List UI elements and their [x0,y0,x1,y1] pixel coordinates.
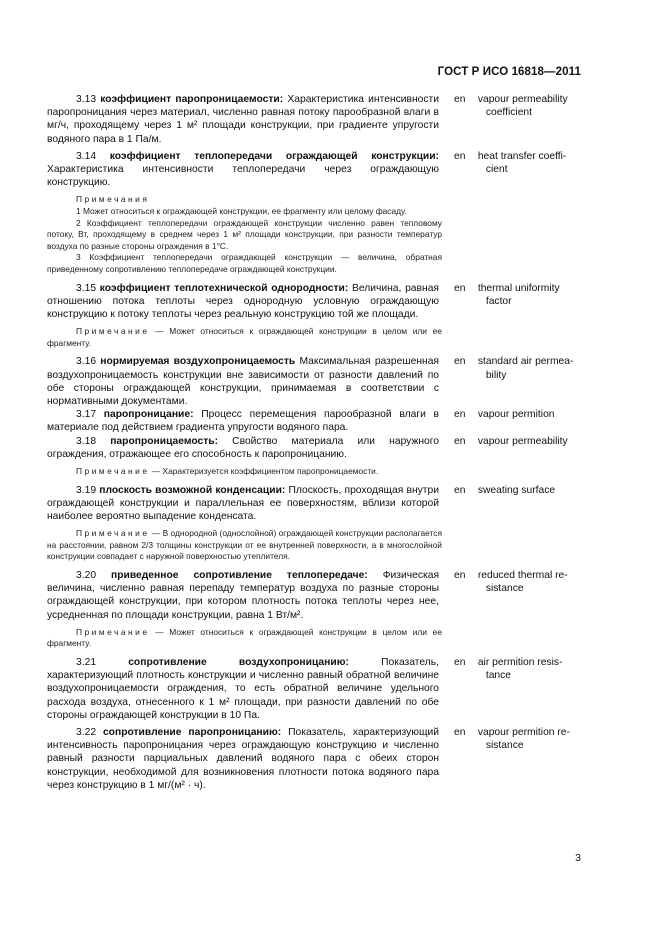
english-line: bility [485,369,507,381]
term-name: паропроницаемость: [110,435,219,447]
term-text: Максимальная разрешенная воздухопроницаемость конструкции вне зависимости от разности давлений по обе стороны ограждающей конструкции, принимаемая в соответствии с нормативными документами. [47,356,440,407]
term-entry-3-15 [47,282,587,322]
note-3-15 [47,326,442,349]
english-line: tance [485,670,512,682]
term-entry-3-17 [47,408,587,434]
term-name: коэффициент теплотехнической однородности: [99,282,349,294]
term-entry-3-18 [47,435,587,461]
term-number: 3.18 [76,435,97,447]
term-name: сопротивление паропроницанию: [102,727,282,738]
term-english [478,726,587,752]
english-line: air permition resis- [477,656,563,668]
term-definition [47,656,439,722]
term-definition [47,150,439,190]
term-entry-3-19 [47,484,587,524]
english-line: cient [485,164,508,176]
term-entry-3-20 [47,569,587,622]
note-heading: Примечание [76,326,150,337]
term-number: 3.20 [76,569,97,581]
term-name: сопротивление воздухопроницанию: [128,656,349,668]
term-lang: en [454,282,466,294]
term-name: нормируемая воздухопроницаемость [100,356,296,368]
term-name: приведенное сопротивление теплопередаче: [111,569,368,581]
term-name: паропроницание: [103,409,194,421]
note-item: 3 Коэффициент теплопередачи ограждающей конструкции — величина, обратная приведенному сопротивлению теплопередаче ограждающей конструкции. [47,252,442,274]
note-item: 2 Коэффициент теплопередачи ограждающей конструкции численно равен тепловому потоку, Вт, проходящему в среднем через 1 м² площади конструкции, при разности температур воздуха по разные стороны ограждения в 1°С. [47,217,442,251]
term-text: Характеристика интенсивности теплопередачи через ограждающую конструкцию. [47,164,440,189]
english-line: coefficient [485,107,533,119]
term-definition [47,435,439,461]
note-text: — Характеризуется коэффициентом паропроницаемости. [149,466,379,476]
term-english [478,569,587,595]
term-english [478,150,587,176]
term-definition [47,93,439,146]
terms-list [47,93,587,792]
note-text: — В однородной (однослойной) ограждающей конструкции располагается на расстоянии, равном 2/3 толщины конструкции от ее внутренней поверхности, а в многослойной конструкции совпадает с наружной поверхностью утеплителя. [47,528,442,562]
term-text: Процесс перемещения парообразной влаги в материале под действием градиента упругости водяного пара. [47,409,440,434]
term-entry-3-14 [47,150,587,190]
note-heading: Примечания [76,194,150,205]
term-text: Свойство материала или наружного ограждения, отражающее его способность к паропроницанию. [47,435,440,460]
term-lang: en [454,356,466,368]
term-text: Плоскость, проходящая внутри ограждающей конструкции и параллельная ее поверхностям, вблизи которой наиболее вероятно выпадение конденсата. [47,484,440,522]
english-line: reduced thermal re- [477,569,568,581]
term-lang: en [454,569,466,581]
term-definition [47,484,439,524]
english-line: vapour permition re- [477,727,570,738]
term-entry-3-21 [47,656,587,722]
term-text: Показатель, характеризующий плотность конструкции и численно равный обратной величине воздухопроницаемости ограждения, то есть обратной величине удельного расхода воздуха, отнесенного к 1 м² площади, при разности давлений по обе стороны ограждающей конструкции в 10 Па. [47,656,440,721]
term-definition [47,408,439,434]
term-definition [47,726,439,792]
english-line: vapour permeability [477,435,568,447]
term-english [478,484,587,497]
term-definition [47,569,439,622]
term-name: коэффициент теплопередачи ограждающей конструкции: [109,150,439,162]
page-number: 3 [575,852,581,864]
note-3-20 [47,627,442,650]
term-number: 3.22 [76,727,97,738]
term-entry-3-16 [47,355,587,408]
term-number: 3.13 [76,94,97,105]
term-lang: en [454,150,466,162]
term-name: коэффициент паропроницаемости: [100,94,284,105]
term-lang: en [454,94,466,105]
term-english [478,282,587,308]
term-number: 3.15 [76,282,97,294]
term-entry-3-13 [47,93,587,146]
english-line: standard air permea- [477,356,574,368]
term-lang: en [454,727,466,738]
english-line: thermal uniformity [477,282,560,294]
document-header: ГОСТ Р ИСО 16818—2011 [437,66,581,78]
term-lang: en [454,484,466,496]
english-line: vapour permition [477,409,555,421]
note-heading: Примечание [76,626,150,637]
term-english [478,656,587,682]
note-heading: Примечание [76,466,150,476]
note-heading: Примечание [76,528,150,539]
term-number: 3.16 [76,356,97,368]
term-english [478,435,587,448]
english-line: sweating surface [477,484,556,496]
term-text: Показатель, характеризующий интенсивность паропроницания через ограждающую конструкцию и численно равный разности парциальных давлений водяного пара с обеих сторон конструкции, необходимой для возникновения плотности потока водяного пара через конструкцию в 1 мг/(м² · ч). [47,727,440,791]
english-line: sistance [485,740,524,752]
term-english [478,93,587,119]
term-lang: en [454,435,466,447]
note-3-18 [47,466,442,478]
term-lang: en [454,409,466,421]
term-english [478,408,587,421]
term-number: 3.21 [76,656,97,668]
term-number: 3.19 [76,484,97,496]
term-number: 3.14 [76,150,97,162]
term-text: Характеристика интенсивности паропроницания через материал, численно равная потоку парообразной влаги в мг/ч, проходящему через 1 м² площади конструкции, при градиенте упругости водяного пара в 1 Па/м. [47,94,440,145]
note-text: — Может относиться к ограждающей конструкции в целом или ее фрагменту. [47,326,442,348]
term-text: Величина, равная отношению потока теплоты через однородную условную ограждающую конструкцию к потоку теплоты через реальную конструкцию той же площади. [47,282,440,320]
english-line: heat transfer coeffi- [477,150,567,162]
term-lang: en [454,656,466,668]
term-definition [47,282,439,322]
term-entry-3-22 [47,726,587,792]
term-english [478,355,587,381]
term-name: плоскость возможной конденсации: [99,484,286,496]
note-item: 1 Может относиться к ограждающей конструкции, ее фрагменту или целому фасаду. [76,206,407,217]
term-text: Физическая величина, численно равная перепаду температур воздуха по разные стороны ограждающей конструкции, при котором плотность потока теплоты через нее, усредненная по площади конструкции, равна 1 Вт/м². [47,569,440,621]
term-definition [47,355,439,408]
note-text: — Может относиться к ограждающей конструкции в целом или ее фрагменту. [47,626,442,649]
english-line: factor [485,295,512,307]
note-3-19 [47,528,442,563]
english-line: vapour permeability [477,94,568,105]
term-number: 3.17 [76,409,97,421]
note-3-14 [47,194,442,275]
english-line: sistance [485,583,524,595]
